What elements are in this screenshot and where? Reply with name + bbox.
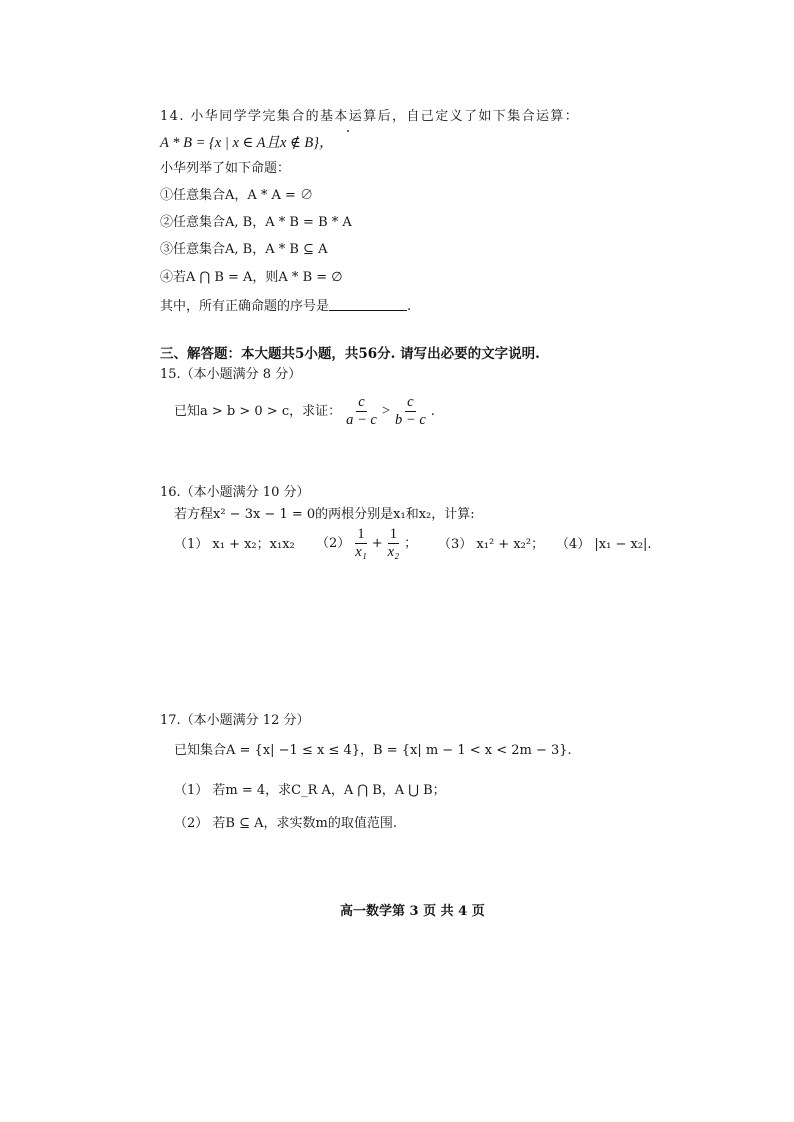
- q17-part1: （1） 若m = 4，求C_R A，A ⋂ B，A ⋃ B；: [174, 783, 446, 798]
- q16-text: 若方程x² − 3x − 1 = 0的两根分别是x₁和x₂，计算:: [174, 507, 475, 522]
- q15-fraction-left: [344, 395, 379, 428]
- q15-end: .: [430, 404, 435, 419]
- q14-prop4: ④若A ⋂ B = A，则A * B = ∅: [160, 270, 343, 285]
- q14-definition: A * B = {x | x ∈ A且x ∉ B}，: [160, 135, 334, 151]
- q16-title: 16.（本小题满分 10 分）: [160, 485, 310, 500]
- q14-prop2: ②任意集合A, B，A * B = B * A: [160, 215, 352, 230]
- q17-title: 17.（本小题满分 12 分）: [160, 713, 310, 728]
- q15-gt: >: [381, 403, 391, 419]
- q16-part2-fraction-b-num: 1: [389, 526, 398, 542]
- q16-part2-plus: +: [371, 536, 383, 551]
- q15-text: 已知a > b > 0 > c，求证：: [174, 404, 342, 419]
- q14-ask-text: 其中，所有正确命题的序号是: [160, 299, 330, 314]
- q14-stem: 14. 小华同学学完集合的基本运算后，自己定义了如下集合运算：: [160, 109, 580, 124]
- q15-statement: [174, 394, 435, 429]
- q15-title: 15.（本小题满分 8 分）: [160, 367, 302, 382]
- q14-listing: 小华列举了如下命题：: [160, 161, 291, 176]
- q16-part3: （3） x₁² + x₂²；: [438, 537, 545, 552]
- q15-fraction-right: [393, 395, 428, 428]
- q17-text: 已知集合A = {x| −1 ≤ x ≤ 4}，B = {x| m − 1 < x < 2m − 3}.: [174, 743, 572, 758]
- q14-prop1: ①任意集合A，A * A = ∅: [160, 188, 314, 203]
- q16-part2-label: （2）: [316, 536, 351, 551]
- q16-part4: （4） |x₁ − x₂|.: [556, 537, 652, 552]
- q15-fraction-left-den: a − c: [346, 412, 377, 428]
- section-3-heading: 三、解答题：本大题共5小题，共56分. 请写出必要的文字说明.: [160, 346, 540, 362]
- q14-ask: [160, 297, 411, 316]
- q14-ask-end: .: [407, 299, 412, 314]
- q16-part2-end: ；: [404, 536, 418, 551]
- q16-part2-fraction-a-num: 1: [357, 526, 365, 542]
- q16-part2-fraction-a: [353, 527, 368, 560]
- q14-answer-blank: [329, 297, 407, 311]
- q17-part2: （2） 若B ⊆ A，求实数m的取值范围.: [174, 816, 397, 831]
- q14-prop3: ③任意集合A, B，A * B ⊆ A: [160, 242, 328, 257]
- q16-part2-fraction-b-den: x₂: [387, 544, 400, 560]
- page-footer: 高一数学第 3 页 共 4 页: [340, 904, 485, 919]
- q15-fraction-left-num: c: [358, 394, 365, 410]
- q15-fraction-right-num: c: [407, 394, 414, 410]
- q16-part2: [316, 524, 417, 564]
- q16-part2-fraction-b: [386, 527, 401, 560]
- q15-fraction-right-den: b − c: [395, 412, 426, 428]
- scan-speck: [347, 130, 349, 132]
- q16-part1: （1） x₁ + x₂；x₁x₂: [174, 537, 295, 552]
- q16-part2-fraction-a-den: x₁: [355, 544, 367, 560]
